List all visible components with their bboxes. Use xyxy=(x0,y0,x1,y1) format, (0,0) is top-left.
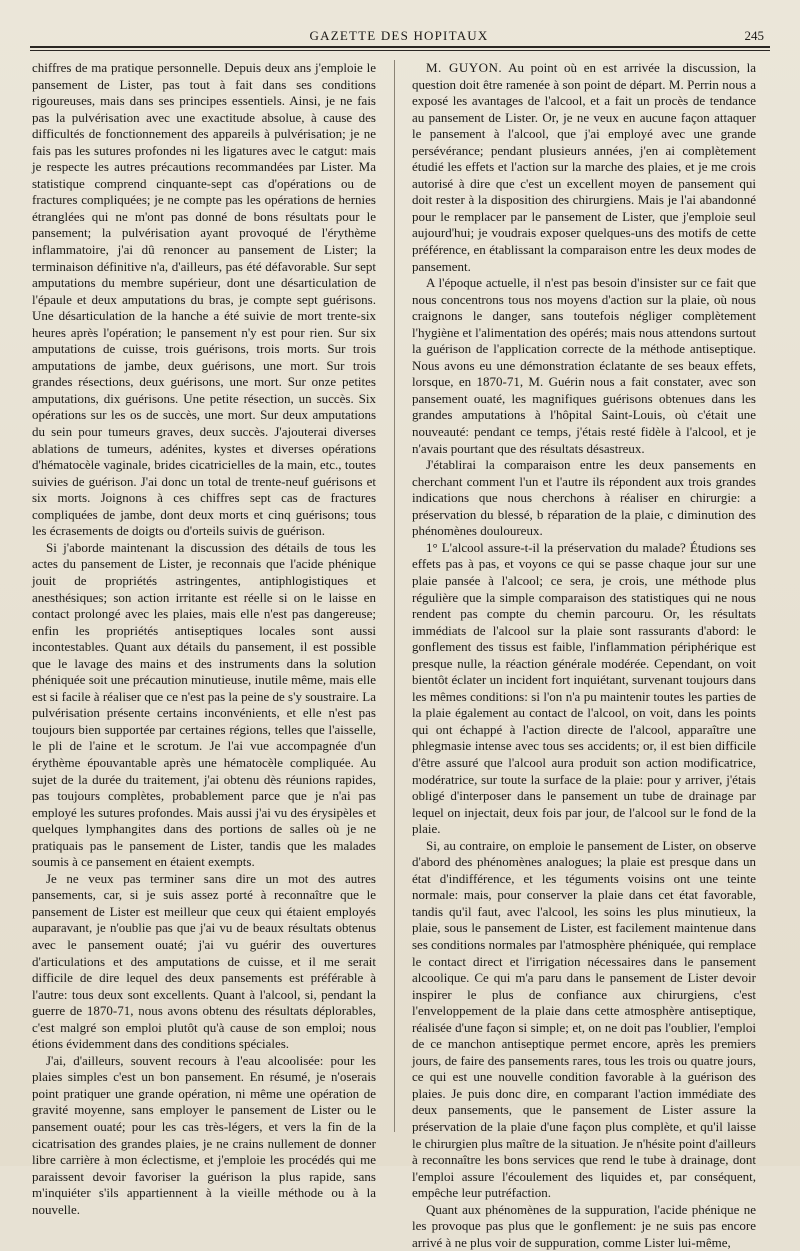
right-paragraph-4: 1° L'alcool assure-t-il la préservation du malade? Étudions ses effets pas à pas, et voyons ce qui se passe chaque jour sur une plaie pansée à l'alcool; ce sera, je crois, une méthode plus régulière que la simple comparaison des statistiques qui ne nous rendent pas compte du chemin parcouru. Or, les résultats immédiats de l'alcool sur la plaie sont rassurants d'abord: le gonflement des tissus est faible, l'inflammation périphérique est presque nulle, la réaction générale modérée. Cependant, on voit bientôt éclater un incident fort inquiétant, survenant toujours dans les mêmes conditions: si l'on n'a pu maintenir toutes les parties de la plaie également au contact de l'alcool, on voit, dans les points qui ont échappé à l'action directe de l'alcool, apparaître une phlegmasie intense avec tous ses accidents; or, il est bien difficile d'être assuré que l'alcool aura produit son action modificatrice, modératrice, sur toute la surface de la plaie: pour y arriver, j'étais obligé d'interposer dans le pansement un tube de drainage par lequel on injectait, deux fois par jour, de l'alcool sur le fond de la plaie. xyxy=(412,539,756,837)
right-column xyxy=(412,60,756,1251)
right-paragraph-1 xyxy=(412,60,756,275)
right-paragraph-2: A l'époque actuelle, il n'est pas besoin d'insister sur ce fait que nous concentrons tous nos moyens d'action sur la plaie, où nous craignons le danger, sans toutefois négliger complètement l'hygiène et l'alimentation des opérés; mais nous attendons surtout la guérison de l'application correcte de la méthode antiseptique. Nous avons eu une démonstration éclatante de ses beaux effets, lorsque, en 1870-71, M. Guérin nous a fait constater, avec son pansement ouaté, les magnifiques guérisons obtenues dans les grandes amputations à l'hôpital Saint-Louis, où c'était une nouveauté: pendant ce temps, j'étais resté fidèle à l'alcool, et je n'avais pourtant que des résultats désastreux. xyxy=(412,275,756,456)
header-rule-thin xyxy=(30,50,770,51)
page-header xyxy=(30,22,768,48)
right-paragraph-5: Si, au contraire, on emploie le pansement de Lister, on observe d'abord des phénomènes analogues; la plaie est presque dans un état d'indifférence, et les téguments voisins ont une teinte normale: mais, pour conserver la plaie dans cet état favorable, tandis qu'il faut, avec l'alcool, les soins les plus minutieux, la plaie, sous le pansement de Lister, est facilement maintenue dans ses conditions normales par l'atmosphère phéniquée, qui remplace le contact direct et l'irrigation nécessaires dans le pansement alcoolique. Ce qui m'a paru dans le pansement de Lister devoir inspirer le plus de confiance aux chirurgiens, c'est l'enveloppement de la plaie dans cette atmosphère antiseptique, réalisée d'une façon si simple; et, on ne doit pas l'oublier, l'emploi de ce manchon antiseptique permet encore, après les premiers jours, de faire des pansements rares, tous les trois ou quatre jours, ce qui est une nouvelle condition favorable à la guérison des plaies. Je puis donc dire, en comparant l'action immédiate des deux pansements, que le pansement de Lister assure la préservation de la plaie d'une façon plus complète, et qu'il laisse le chirurgien plus maître de la situation. Je n'hésite point d'ailleurs à reconnaître les bons services que rend le tube à drainage, dont l'emploi assure l'écoulement des liquides et, par conséquent, empêche leur putréfaction. xyxy=(412,837,756,1201)
right-paragraph-1-text: Au point où en est arrivée la discussion, la question doit être ramenée à son point de départ. M. Perrin nous a exposé les avantages de l'alcool, et a fait un procès de tendance au pansement de Lister. Or, je ne veux en aucune façon attaquer le pansement à l'alcool, que j'ai employé avec une grande persévérance; pendant plusieurs années, j'en ai complètement étudié les effets et l'action sur la marche des plaies, et je me crois autorisé à dire que c'est un excellent moyen de pansement qui doit rester à la disposition des chirurgiens. Mais je l'ai abandonné pour le remplacer par le pansement de Lister, que j'emploie seul aujourd'hui; je voudrais exposer quelques-uns des motifs de cette préférence, en établissant la comparaison entre les deux modes de pansement. xyxy=(412,60,756,274)
right-paragraph-3: J'établirai la comparaison entre les deux pansements en cherchant comment l'un et l'autre ils répondent aux trois grandes indications que nous cherchons à réaliser en chirurgie: a préservation du blessé, b réparation de la plaie, c diminution des phénomènes douloureux. xyxy=(412,457,756,539)
left-column xyxy=(32,60,376,1218)
speaker-name: M. GUYON. xyxy=(426,60,503,75)
journal-title: GAZETTE DES HOPITAUX xyxy=(309,28,489,43)
left-paragraph-1: chiffres de ma pratique personnelle. Depuis deux ans j'emploie le pansement de Lister, pas tout à fait dans ses conditions rigoureuses, mais dans ses principes essentiels. Ainsi, je ne fais pas la pulvérisation avec une exactitude absolue, à cause des difficultés de fonctionnement des appareils à pulvérisation; je ne fais pas les sutures profondes ni les ligatures avec le catgut: mais je respecte les autres précautions recommandées par Lister. Ma statistique comprend cinquante-sept cas d'opérations ou de fractures compliquées; je ne compte pas les opérations de hernies étranglées qui ne m'ont pas donné de bons résultats pour le pansement; la pulvérisation ayant provoqué de l'érythème inflammatoire, j'ai dû renoncer au pansement de Lister; la terminaison définitive n'a, d'ailleurs, pas été défavorable. Sur sept amputations du membre supérieur, dont une désarticulation de l'épaule et deux amputations du bras, je compte sept guérisons. Une désarticulation de la hanche a été suivie de mort trente-six heures après l'opération; le pansement n'y est pour rien. Sur six amputations de cuisse, trois guérisons, trois morts. Sur trois amputations de jambe, deux guérisons, une mort. Sur trois grandes résections, deux guérisons, une mort. Sur onze petites amputations, dix guérisons. Une petite résection, un succès. Six opérations sur les os de succès, une mort. Sur deux amputations du sein pour tumeurs graves, deux succès. J'ajouterai diverses ablations de tumeurs, adénites, kystes et diverses opérations d'hématocèle vaginale, brides cicatricielles de la main, etc., toutes suivies de guérison. J'ai donc un total de trente-neuf guérisons et six morts. Joignons à ces chiffres sept cas de fractures compliquées de jambe, dont deux morts et cinq guérisons; tous les écrasements de doigts ou d'orteils suivis de guérison. xyxy=(32,60,376,539)
right-paragraph-6: Quant aux phénomènes de la suppuration, l'acide phénique ne les provoque pas plus que le gonflement: je ne suis pas encore arrivé à ne plus voir de suppuration, comme Lister lui-même, xyxy=(412,1201,756,1250)
column-divider xyxy=(394,60,395,1132)
left-paragraph-3: Je ne veux pas terminer sans dire un mot des autres pansements, car, si je suis assez porté à reconnaître que le pansement de Lister est meilleur que ceux qui étaient employés auparavant, je n'oublie pas que j'ai vu de beaux résultats obtenus avec le pansement ouaté; j'ai vu guérir des ouvertures d'articulations et des amputations de cuisse, et il me serait difficile de dire lequel des deux pansements est préférable à l'autre: tous deux sont excellents. Quant à l'alcool, si, pendant la guerre de 1870-71, nous avons obtenu des résultats déplorables, c'est malgré son emploi plutôt qu'à cause de son emploi; nous étions évidemment dans des conditions spéciales. xyxy=(32,870,376,1052)
page-number: 245 xyxy=(744,28,764,43)
left-paragraph-2: Si j'aborde maintenant la discussion des détails de tous les actes du pansement de Lister, je reconnais que l'acide phénique jouit de propriétés astringentes, antiphlogistiques et anesthésiques; son action irritante est réelle si on le laisse en contact prolongé avec les plaies, mais elle n'est pas dangereuse; enfin les propriétés antiseptiques locales sont aussi incontestables. Quant aux détails du pansement, il est possible que le lavage des mains et des instruments dans la solution phéniquée soit une précaution minutieuse, inutile même, mais elle est si facile à réaliser que ce n'est pas la peine de s'y soustraire. La pulvérisation présente certains inconvénients, et elle n'est pas toujours bien supportée par certaines régions, telles que l'aisselle, le pli de l'aine et le scrotum. Je l'ai vue accompagnée d'un érythème épouvantable après une hématocèle compliquée. Au sujet de la durée du traitement, j'ai obtenu dès réunions rapides, pas toujours complètes, probablement parce que je n'ai pas employé les sutures profondes. Mais aussi j'ai vu des érysipèles et quelques lymphangites dans des portions de salles où je ne pratiquais pas le pansement de Lister, tandis que les malades soumis à ce pansement en étaient exempts. xyxy=(32,539,376,870)
header-rule-thick xyxy=(30,46,770,48)
left-paragraph-4: J'ai, d'ailleurs, souvent recours à l'eau alcoolisée: pour les plaies simples c'est un bon pansement. En résumé, je n'oserais point pratiquer une grande opération, ni même une opération de gravité moyenne, sans employer le pansement de Lister ou le pansement ouaté; pour les cas très-légers, et vers la fin de la cicatrisation des grandes plaies, je ne crains nullement de donner libre carrière à mon éclectisme, et j'emploie les procédés qui me paraissent devoir favoriser la guérison la plus rapide, sans m'inquiéter s'ils appartiennent à la vieille méthode ou à la nouvelle. xyxy=(32,1052,376,1217)
